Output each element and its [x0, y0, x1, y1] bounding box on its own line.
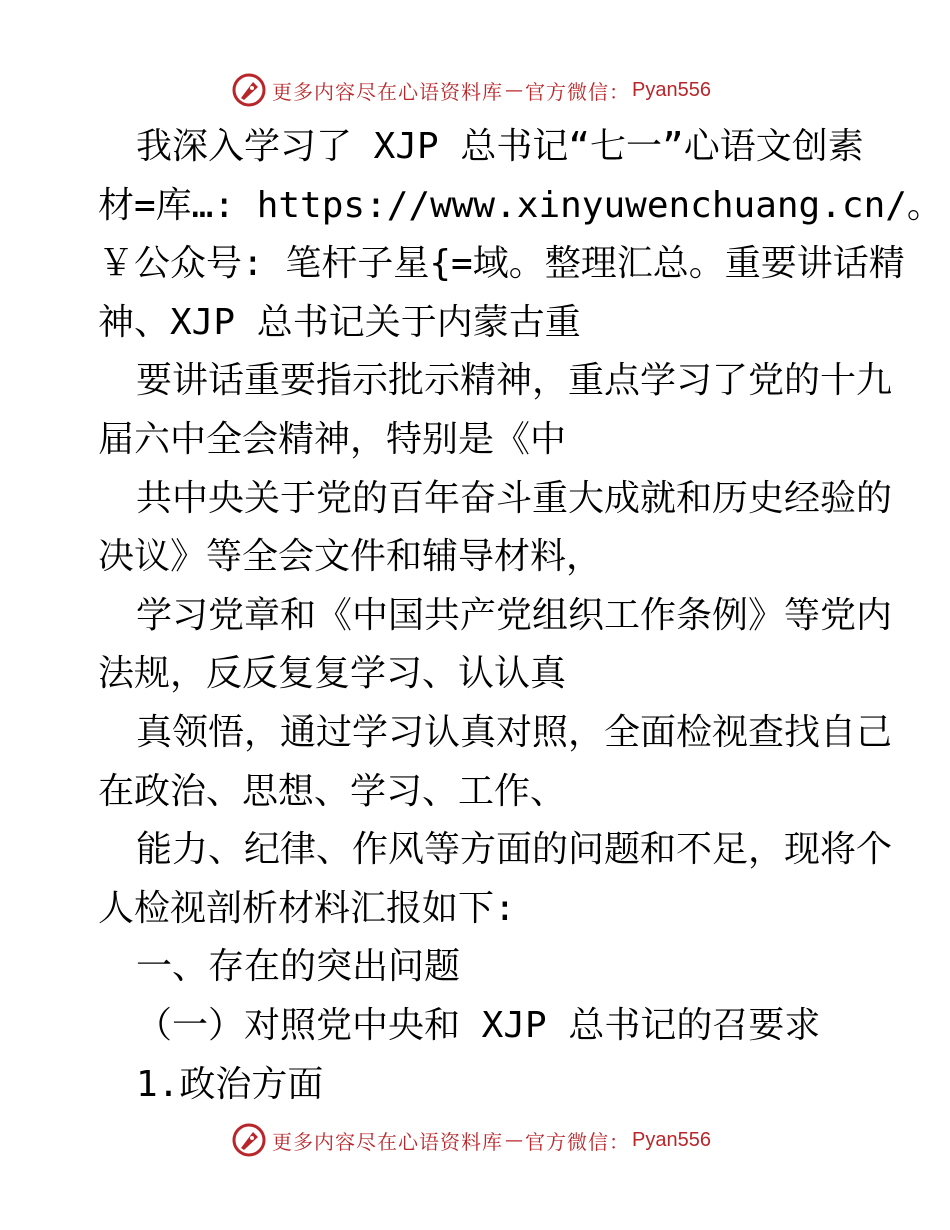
text-line: 届六中全会精神，特别是《中 [98, 418, 567, 460]
text-line: 神、XJP 总书记关于内蒙古重 [98, 301, 581, 343]
banner-dash: — [505, 79, 523, 101]
item-heading: 1.政治方面 [136, 1063, 324, 1105]
text-line: 我深入学习了 XJP 总书记“七一”心语文创素 [136, 126, 864, 167]
text-line: 学习党章和《中国共产党组织工作条例》等党内 [136, 594, 893, 636]
text-line: 法规，反反复复学习、认认真 [98, 653, 567, 695]
text-line: 真领悟，通过学习认真对照，全面检视查找自己 [136, 711, 893, 753]
banner-slogan: 更多内容尽在心语资料库 [272, 79, 503, 104]
header-banner [232, 72, 711, 108]
text-line: 决议》等全会文件和辅导材料， [98, 536, 603, 578]
text-line: 要讲话重要指示批示精神，重点学习了党的十九 [136, 360, 893, 402]
document-body [98, 118, 943, 1114]
section-heading: 一、存在的突出问题 [136, 946, 461, 988]
subsection-heading: （一）对照党中央和 XJP 总书记的召要求 [136, 1004, 821, 1046]
text-line: 材=库…: https://www.xinyuwenchuang.cn/。 [98, 184, 943, 226]
text-line: 人检视剖析材料汇报如下: [98, 887, 516, 929]
text-line: 共中央关于党的百年奋斗重大成就和历史经验的 [136, 477, 893, 519]
banner-dash: — [505, 1129, 523, 1151]
banner-slogan: 更多内容尽在心语资料库 [272, 1129, 503, 1154]
banner-wechat-id: Pyan556 [632, 78, 711, 101]
text-line: 在政治、思想、学习、工作、 [98, 770, 567, 812]
banner-wechat-id: Pyan556 [632, 1128, 711, 1151]
text-line: 能力、纪律、作风等方面的问题和不足，现将个 [136, 829, 893, 871]
pen-nib-logo-icon [232, 1123, 266, 1157]
text-line: ￥公众号: 笔杆子星{=域。整理汇总。重要讲话精 [98, 243, 905, 285]
footer-banner [232, 1122, 711, 1158]
banner-wechat-label: 官方微信： [525, 79, 630, 104]
pen-nib-logo-icon [232, 73, 266, 107]
banner-wechat-label: 官方微信： [525, 1129, 630, 1154]
